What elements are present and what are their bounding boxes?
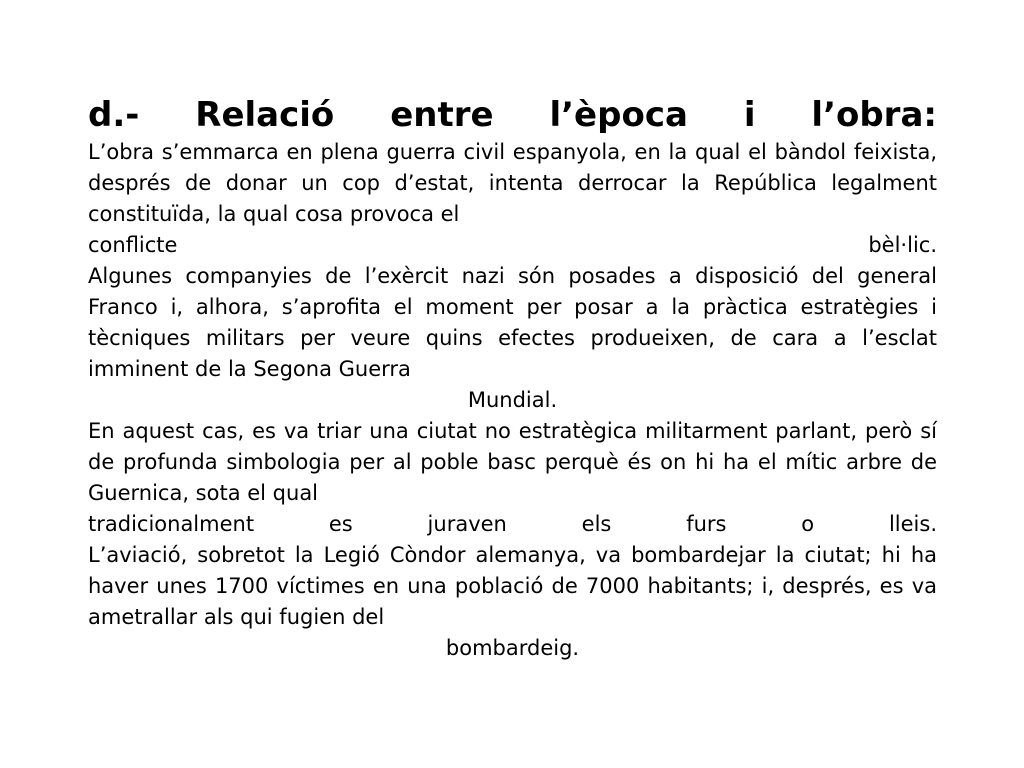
slide-content — [88, 93, 937, 664]
paragraph-1 — [88, 137, 937, 261]
paragraph-2 — [88, 261, 937, 416]
paragraph-1-last-line: conflicte bèl·lic. — [88, 233, 937, 257]
paragraph-2-body: Algunes companyies de l’exèrcit nazi són posades a disposició del general Franco i, alhora, s’aprofita el moment per posar a la pràctica estratègies i tècniques militars per veure quins efectes produeixen, de cara a l’esclat imminent de la Segona Guerra — [88, 264, 937, 381]
paragraph-3-last-line: tradicionalment es juraven els furs o lleis. — [88, 512, 937, 536]
paragraph-1-body: L’obra s’emmarca en plena guerra civil espanyola, en la qual el bàndol feixista, després de donar un cop d’estat, intenta derrocar la República legalment constituïda, la qual cosa provoca el — [88, 140, 937, 226]
paragraph-3 — [88, 416, 937, 540]
paragraph-4-body: L’aviació, sobretot la Legió Còndor alemanya, va bombardejar la ciutat; hi ha haver unes 1700 víctimes en una població de 7000 habitants; i, després, es va ametrallar als qui fugien del — [88, 543, 937, 629]
paragraph-4-last-line: bombardeig. — [445, 636, 580, 660]
paragraph-3-body: En aquest cas, es va triar una ciutat no estratègica militarment parlant, però sí de profunda simbologia per al poble basc perquè és on hi ha el mític arbre de Guernica, sota el qual — [88, 419, 937, 505]
slide-title: d.- Relació entre l’època i l’obra: — [88, 95, 937, 135]
paragraph-4 — [88, 540, 937, 664]
paragraph-2-last-line: Mundial. — [467, 388, 558, 412]
